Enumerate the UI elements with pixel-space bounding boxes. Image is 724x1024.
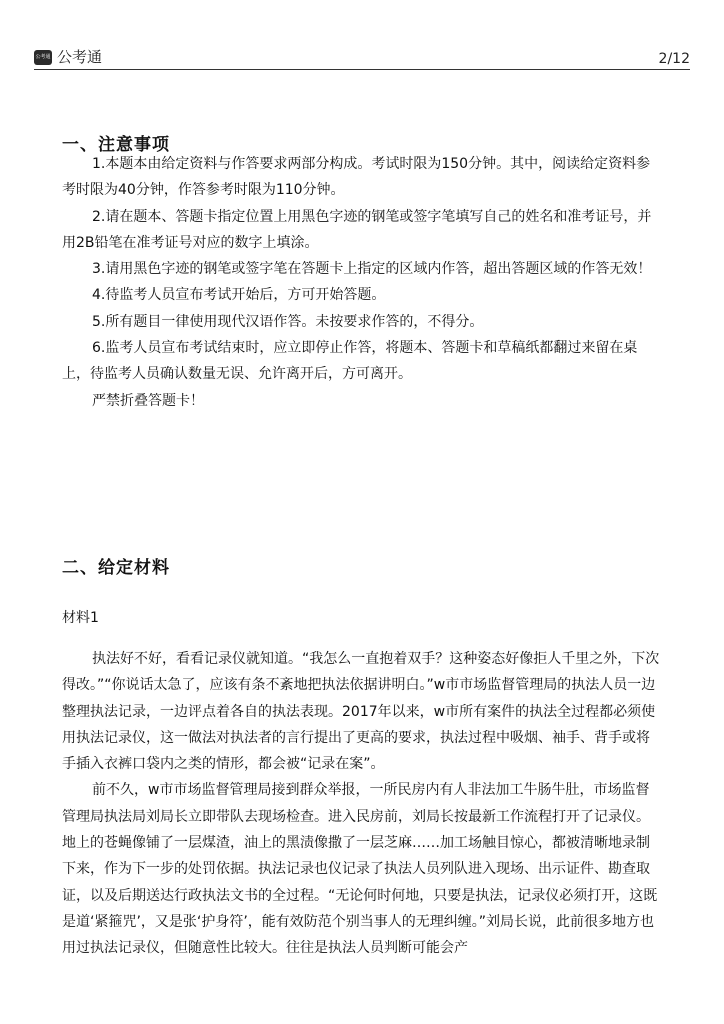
brand-name: 公考通: [57, 48, 103, 66]
section-title-materials: 二、给定材料: [62, 558, 170, 578]
notice-body: [62, 151, 662, 414]
notice-item-6: 6.监考人员宣布考试结束时，应立即停止作答，将题本、答题卡和草稿纸都翻过来留在桌上，待监考人员确认数量无误、允许离开后，方可离开。: [62, 340, 638, 383]
header-divider: [34, 69, 690, 70]
notice-item-4: 4.待监考人员宣布考试开始后，方可开始答题。: [92, 287, 386, 304]
section-title-notice: 一、注意事项: [62, 135, 170, 155]
material-paragraph-2: 前不久，w市市场监督管理局接到群众举报，一所民房内有人非法加工牛肠牛肚，市场监督管理局执法局刘局长立即带队去现场检查。进入民房前，刘局长按最新工作流程打开了记录仪。地上的苍蝇像铺了一层煤渣，油上的黑渍像撒了一层芝麻……加工场触目惊心，都被清晰地录制下来，作为下一步的处罚依据。执法记录也仪记录了执法人员列队进入现场、出示证件、勘查取证，以及后期送达行政执法文书的全过程。“无论何时何地，只要是执法，记录仪必须打开，这既是道‘紧箍咒’，又是张‘护身符’，能有效防范个别当事人的无理纠缠。”刘局长说，此前很多地方也用过执法记录仪，但随意性比较大。往往是执法人员判断可能会产: [62, 782, 658, 957]
material-label: 材料1: [62, 610, 99, 626]
brand-logo: [34, 48, 102, 66]
page-number: 2/12: [658, 51, 690, 67]
logo-mark-icon: 公考通: [34, 50, 52, 65]
notice-item-5: 5.所有题目一律使用现代汉语作答。未按要求作答的，不得分。: [92, 313, 484, 330]
material-paragraph-1: 执法好不好，看看记录仪就知道。“我怎么一直抱着双手？这种姿态好像拒人千里之外，下次得改。”“你说话太急了，应该有条不紊地把执法依据讲明白。”w市市场监督管理局的执法人员一边整理执法记录，一边评点着各自的执法表现。2017年以来，w市所有案件的执法全过程都必须使用执法记录仪，这一做法对执法者的言行提出了更高的要求，执法过程中吸烟、袖手、背手或将手插入衣裤口袋内之类的情形，都会被“记录在案”。: [62, 651, 660, 773]
material-1-body: [62, 646, 662, 962]
notice-item-1: 1.本题本由给定资料与作答要求两部分构成。考试时限为150分钟。其中，阅读给定资料参考时限为40分钟，作答参考时限为110分钟。: [62, 156, 651, 199]
page-header: [34, 44, 690, 70]
notice-item-2: 2.请在题本、答题卡指定位置上用黑色字迹的钢笔或签字笔填写自己的姓名和准考证号，并用2B铅笔在准考证号对应的数字上填涂。: [62, 208, 652, 251]
notice-warning: 严禁折叠答题卡！: [92, 392, 204, 409]
notice-item-3: 3.请用黑色字迹的钢笔或签字笔在答题卡上指定的区域内作答，超出答题区域的作答无效！: [92, 261, 652, 278]
